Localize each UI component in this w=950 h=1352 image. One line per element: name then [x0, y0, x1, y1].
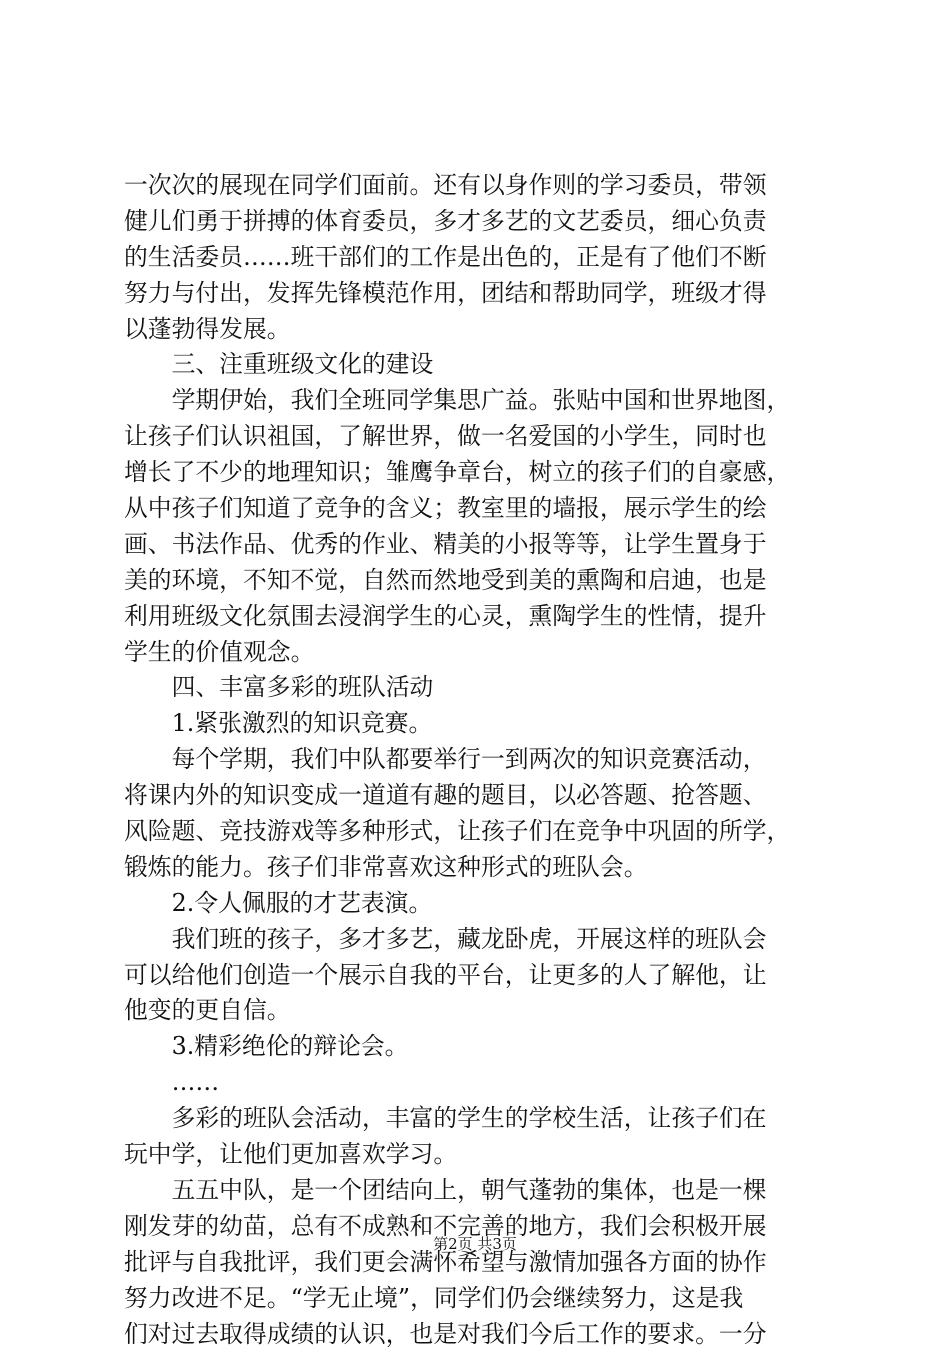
text-line: 2.令人佩服的才艺表演。	[124, 886, 836, 922]
text-line: 3.精彩绝伦的辩论会。	[124, 1029, 836, 1065]
text-line: 以蓬勃得发展。	[124, 312, 836, 348]
text-line: 利用班级文化氛围去浸润学生的心灵，熏陶学生的性情，提升	[124, 599, 836, 635]
text-line: 玩中学，让他们更加喜欢学习。	[124, 1137, 836, 1173]
text-line: 画、书法作品、优秀的作业、精美的小报等等，让学生置身于	[124, 527, 836, 563]
text-line: 可以给他们创造一个展示自我的平台，让更多的人了解他，让	[124, 958, 836, 994]
page-footer: 第2页 共3页	[0, 1234, 950, 1254]
text-line: 努力改进不足。“学无止境”，同学们仍会继续努力，这是我	[124, 1281, 836, 1317]
body-text	[124, 168, 836, 1352]
text-line: 让孩子们认识祖国，了解世界，做一名爱国的小学生，同时也	[124, 419, 836, 455]
text-line: 美的环境，不知不觉，自然而然地受到美的熏陶和启迪，也是	[124, 563, 836, 599]
text-line: 增长了不少的地理知识；雏鹰争章台，树立的孩子们的自豪感，	[124, 455, 836, 491]
text-line: 四、丰富多彩的班队活动	[124, 670, 836, 706]
text-line: 五五中队，是一个团结向上，朝气蓬勃的集体，也是一棵	[124, 1173, 836, 1209]
text-line: 的生活委员……班干部们的工作是出色的，正是有了他们不断	[124, 240, 836, 276]
text-line: 努力与付出，发挥先锋模范作用，团结和帮助同学，班级才得	[124, 276, 836, 312]
text-line: 风险题、竞技游戏等多种形式，让孩子们在竞争中巩固的所学，	[124, 814, 836, 850]
text-line: 刚发芽的幼苗，总有不成熟和不完善的地方，我们会积极开展	[124, 1209, 836, 1245]
text-line: 将课内外的知识变成一道道有趣的题目，以必答题、抢答题、	[124, 778, 836, 814]
text-line: 他变的更自信。	[124, 993, 836, 1029]
text-line: 多彩的班队会活动，丰富的学生的学校生活，让孩子们在	[124, 1101, 836, 1137]
text-line: 学生的价值观念。	[124, 635, 836, 671]
text-line: 锻炼的能力。孩子们非常喜欢这种形式的班队会。	[124, 850, 836, 886]
text-line: 一次次的展现在同学们面前。还有以身作则的学习委员，带领	[124, 168, 836, 204]
text-line: 从中孩子们知道了竞争的含义；教室里的墙报，展示学生的绘	[124, 491, 836, 527]
text-line: 三、注重班级文化的建设	[124, 347, 836, 383]
text-line: 们对过去取得成绩的认识，也是对我们今后工作的要求。一分	[124, 1317, 836, 1352]
text-line: 批评与自我批评，我们更会满怀希望与激情加强各方面的协作	[124, 1245, 836, 1281]
text-line: 我们班的孩子，多才多艺，藏龙卧虎，开展这样的班队会	[124, 922, 836, 958]
text-line: 学期伊始，我们全班同学集思广益。张贴中国和世界地图，	[124, 383, 836, 419]
text-line: 健儿们勇于拼搏的体育委员，多才多艺的文艺委员，细心负责	[124, 204, 836, 240]
text-line: 1.紧张激烈的知识竞赛。	[124, 706, 836, 742]
text-line: 每个学期，我们中队都要举行一到两次的知识竞赛活动，	[124, 742, 836, 778]
text-line: ……	[124, 1065, 836, 1101]
